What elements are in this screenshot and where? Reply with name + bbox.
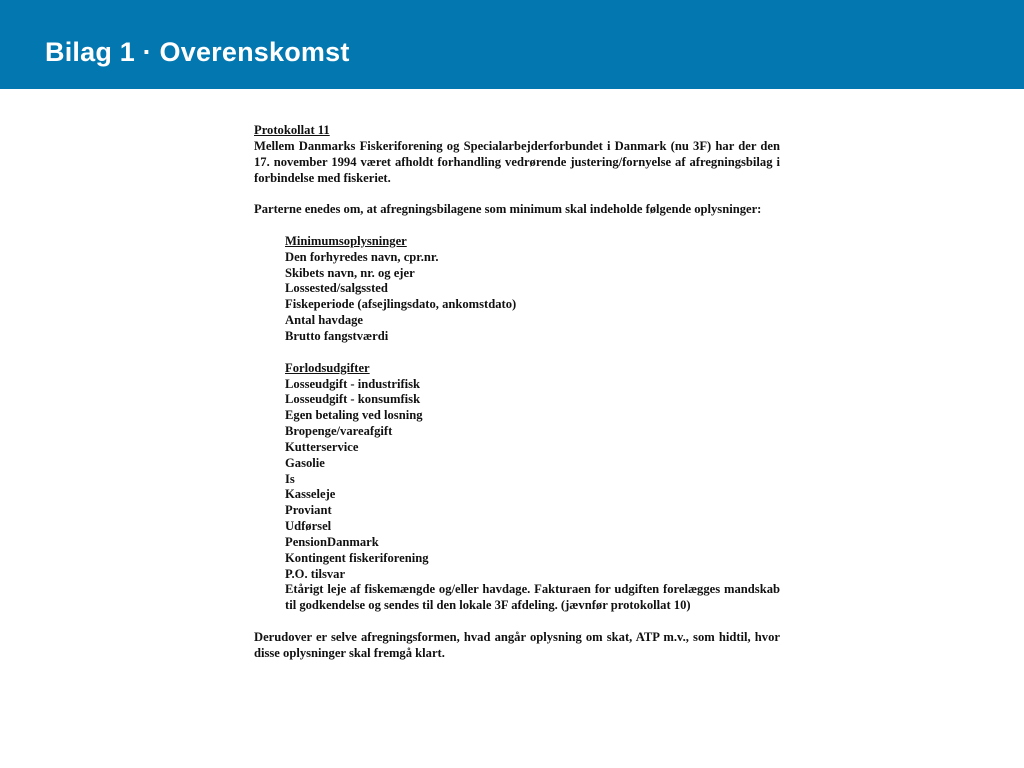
list-item: Fiskeperiode (afsejlingsdato, ankomstdato) xyxy=(285,297,517,312)
list-item: Brutto fangstværdi xyxy=(285,328,389,343)
list-item: Kasseleje xyxy=(285,487,336,502)
list-item: P.O. tilsvar xyxy=(285,566,346,581)
list-item: Losseudgift - konsumfisk xyxy=(285,392,421,407)
expenses-title: Forlodsudgifter xyxy=(285,360,370,375)
list-item: Lossested/salgssted xyxy=(285,281,388,296)
list-item: Udførsel xyxy=(285,519,332,534)
header-bar xyxy=(0,0,1024,89)
list-item: Egen betaling ved losning xyxy=(285,408,423,423)
scanned-document xyxy=(254,123,780,662)
spacer xyxy=(254,218,780,234)
list-item: Bropenge/vareafgift xyxy=(285,424,393,439)
list-item: Skibets navn, nr. og ejer xyxy=(285,265,415,280)
closing-paragraph: Derudover er selve afregningsformen, hvad angår oplysning om skat, ATP m.v., som hidtil, hvor disse oplysninger skal fremgå klart. xyxy=(254,630,780,660)
minimum-section xyxy=(285,234,780,614)
list-item: Kutterservice xyxy=(285,439,359,454)
parties-paragraph: Parterne enedes om, at afregningsbilagene som minimum skal indeholde følgende oplysninger: xyxy=(254,202,762,217)
spacer xyxy=(254,614,780,630)
list-item: PensionDanmark xyxy=(285,534,379,549)
document-heading: Protokollat 11 xyxy=(254,123,330,137)
list-item: Den forhyredes navn, cpr.nr. xyxy=(285,249,439,264)
spacer xyxy=(285,345,780,361)
list-item: Losseudgift - industrifisk xyxy=(285,376,421,391)
slide-title: Bilag 1 · Overenskomst xyxy=(45,37,350,67)
list-item: Is xyxy=(285,471,295,486)
list-item: Proviant xyxy=(285,503,332,518)
spacer xyxy=(254,186,780,202)
list-item: Antal havdage xyxy=(285,313,364,328)
intro-paragraph: Mellem Danmarks Fiskeriforening og Specialarbejderforbundet i Danmark (nu 3F) har der den 17. november 1994 været afholdt forhandling vedrørende justering/fornyelse af afregningsbilag i forbindelse med fiskeriet. xyxy=(254,138,780,185)
minimum-title: Minimumsoplysninger xyxy=(285,233,407,248)
expenses-note: Etårigt leje af fiskemængde og/eller havdage. Fakturaen for udgiften forelægges mandskab til godkendelse og sendes til den lokale 3F afdeling. (jævnfør protokollat 10) xyxy=(285,582,780,613)
list-item: Kontingent fiskeriforening xyxy=(285,550,429,565)
list-item: Gasolie xyxy=(285,455,325,470)
